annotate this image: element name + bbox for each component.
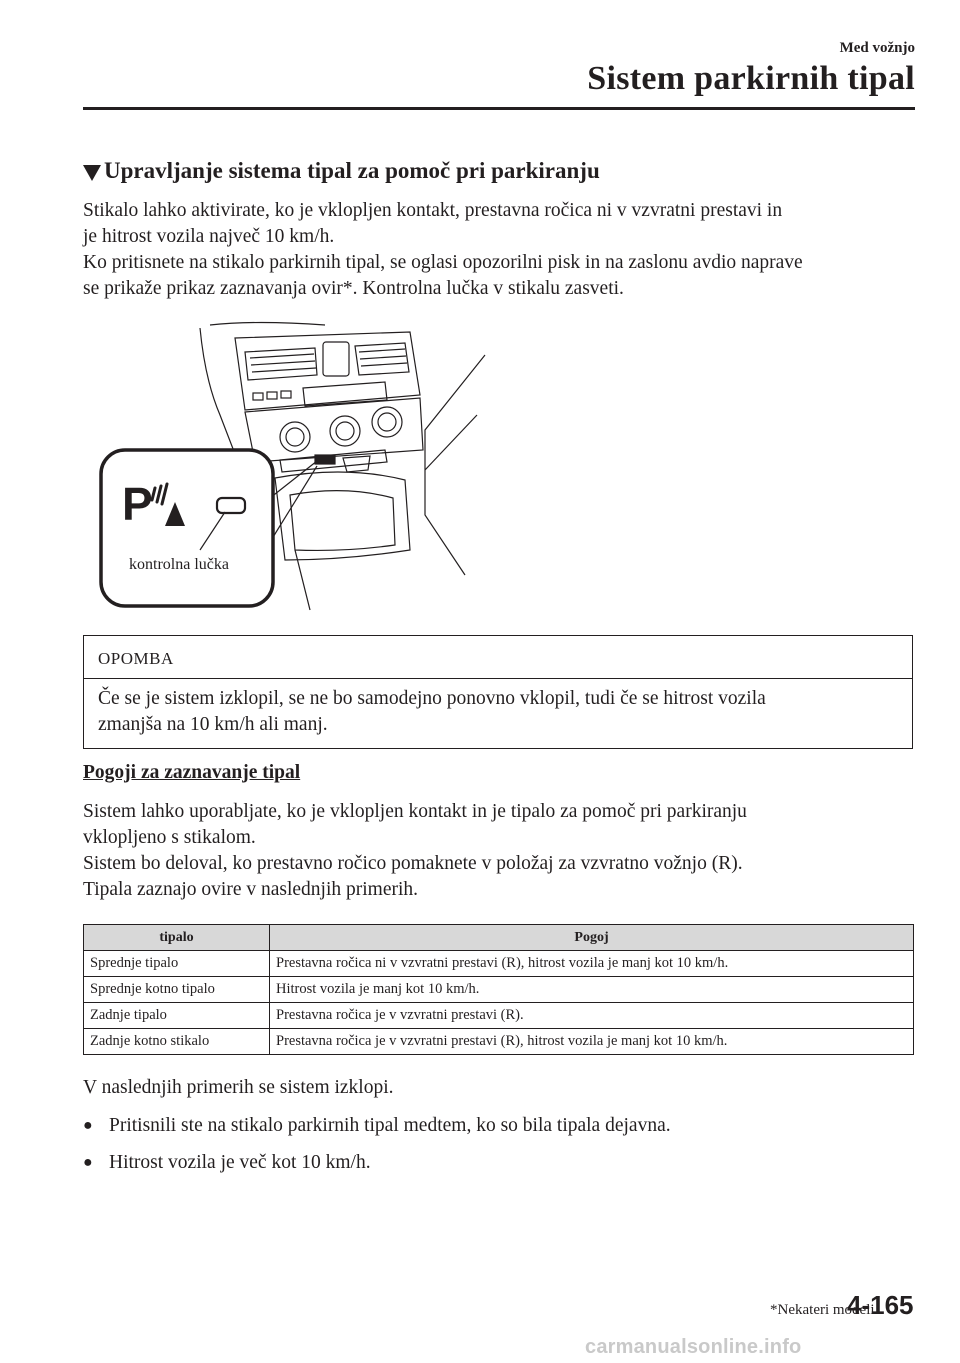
page-number: 4-165 (847, 1290, 914, 1320)
table-header-cell: tipalo (84, 925, 270, 951)
table-cell: Prestavna ročica je v vzvratni prestavi (R), hitrost vozila je manj kot 10 km/h. (270, 1029, 914, 1055)
conditions-paragraph (83, 799, 923, 903)
table-cell: Sprednje kotno tipalo (84, 977, 270, 1003)
chapter-title: Med vožnjo (839, 40, 915, 56)
intro-line: se prikaže prikaz zaznavanja ovir*. Kontrolna lučka v stikalu zasveti. (83, 278, 624, 299)
table-header-row (84, 925, 914, 951)
table-cell: Sprednje tipalo (84, 951, 270, 977)
table-cell: Zadnje tipalo (84, 1003, 270, 1029)
intro-line: je hitrost vozila največ 10 km/h. (83, 226, 335, 247)
table-row (84, 977, 914, 1003)
dashboard-illustration (95, 320, 495, 620)
conditions-line: Tipala zaznajo ovire v naslednjih primerih. (83, 879, 419, 900)
intro-line: Ko pritisnete na stikalo parkirnih tipal, se oglasi opozorilni pisk in na zaslonu avdio naprave (83, 252, 803, 273)
parking-letter: P (122, 478, 153, 530)
conditions-line: Sistem bo deloval, ko prestavno ročico pomaknete v položaj za vzvratno vožnjo (R). (83, 853, 743, 874)
table-row (84, 1003, 914, 1029)
list-item (83, 1115, 671, 1137)
conditions-subheading: Pogoji za zaznavanje tipal (83, 762, 301, 783)
bullet-dot-icon: ● (83, 1117, 93, 1134)
intro-paragraph (83, 198, 923, 302)
table-row (84, 951, 914, 977)
callout-label: kontrolna lučka (129, 556, 229, 573)
table-cell: Prestavna ročica je v vzvratni prestavi (R). (270, 1003, 914, 1029)
intro-line: Stikalo lahko aktivirate, ko je vklopljen kontakt, prestavna ročica ni v vzvratni prestavi in (83, 200, 783, 221)
note-line: zmanjša na 10 km/h ali manj. (98, 714, 328, 735)
note-line: Če se je sistem izklopil, se ne bo samodejno ponovno vklopil, tudi če se hitrost vozila (98, 688, 766, 709)
conditions-line: vklopljeno s stikalom. (83, 827, 256, 848)
list-item (83, 1152, 371, 1174)
section-heading (83, 158, 600, 184)
footnote: *Nekateri modeli. (770, 1302, 879, 1318)
note-body (84, 679, 912, 738)
table-row (84, 1029, 914, 1055)
conditions-line: Sistem lahko uporabljate, ko je vklopljen kontakt in je tipalo za pomoč pri parkiranju (83, 801, 747, 822)
table-header-cell: Pogoj (270, 925, 914, 951)
watermark: carmanualsonline.info (585, 1336, 802, 1358)
list-item-text: Hitrost vozila je več kot 10 km/h. (109, 1152, 371, 1173)
table-cell: Hitrost vozila je manj kot 10 km/h. (270, 977, 914, 1003)
section-heading-text: Upravljanje sistema tipal za pomoč pri parkiranju (104, 158, 600, 183)
shutdown-intro: V naslednjih primerih se sistem izklopi. (83, 1077, 394, 1098)
bullet-dot-icon: ● (83, 1154, 93, 1171)
sensor-conditions-table (83, 924, 914, 1055)
note-box (83, 635, 913, 749)
table-cell: Prestavna ročica ni v vzvratni prestavi (R), hitrost vozila je manj kot 10 km/h. (270, 951, 914, 977)
note-title: OPOMBA (84, 636, 912, 679)
header-rule (83, 107, 915, 110)
triangle-down-icon (83, 165, 101, 181)
page-title: Sistem parkirnih tipal (587, 60, 915, 97)
list-item-text: Pritisnili ste na stikalo parkirnih tipal medtem, ko so bila tipala dejavna. (109, 1115, 671, 1136)
table-cell: Zadnje kotno stikalo (84, 1029, 270, 1055)
